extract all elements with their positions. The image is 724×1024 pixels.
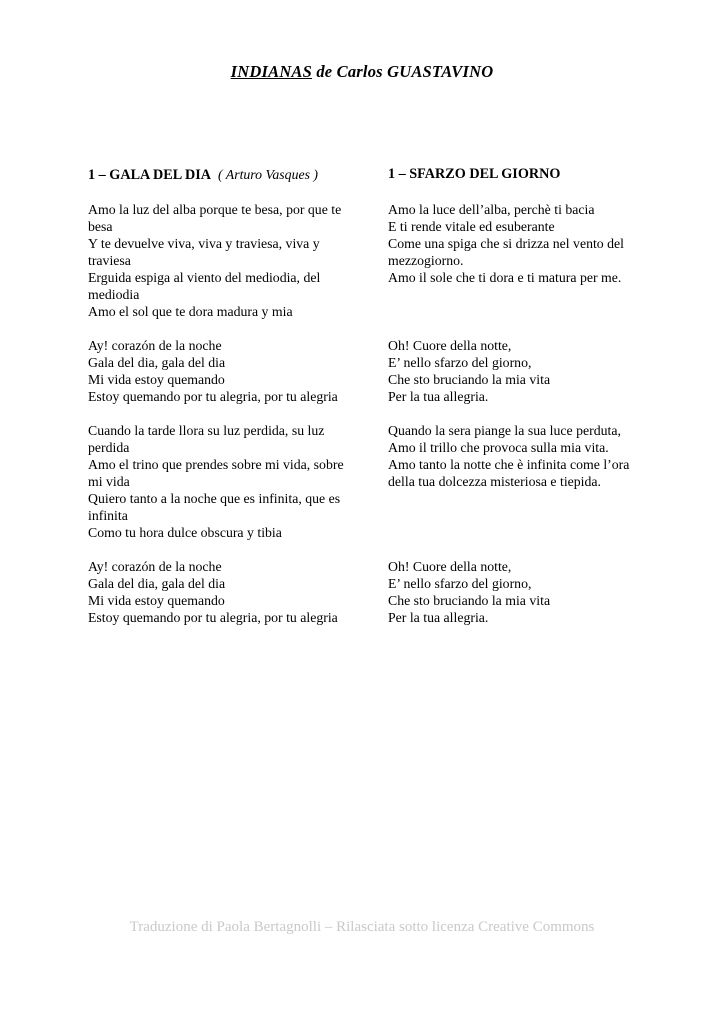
stanza	[388, 422, 668, 490]
poem-line: Ay! corazón de la noche	[88, 559, 222, 574]
poem-line: Oh! Cuore della notte,	[388, 559, 512, 574]
poem-line: E’ nello sfarzo del giorno,	[388, 355, 532, 370]
stanza	[88, 422, 388, 541]
stanza	[88, 201, 388, 320]
poem-line: besa	[88, 219, 113, 234]
footer-credit: Traduzione di Paola Bertagnolli – Rilasciata sotto licenza Creative Commons	[129, 919, 595, 935]
poem-line: infinita	[88, 508, 128, 523]
poem-line: Amo el sol que te dora madura y mia	[88, 304, 293, 319]
poem-line: E ti rende vitale ed esuberante	[388, 219, 555, 234]
song-title-original: 1 – GALA DEL DIA	[88, 167, 211, 183]
poem-line: Oh! Cuore della notte,	[388, 338, 512, 353]
poem-line: Per la tua allegria.	[388, 610, 489, 625]
stanza	[388, 201, 668, 286]
poem-line: Che sto bruciando la mia vita	[388, 372, 551, 387]
poem-line: Mi vida estoy quemando	[88, 593, 225, 608]
poem-line: Erguida espiga al viento del mediodia, del	[88, 270, 321, 285]
song-title-translation: 1 – SFARZO DEL GIORNO	[388, 166, 561, 182]
poem-line: Per la tua allegria.	[388, 389, 489, 404]
poem-line: mi vida	[88, 474, 130, 489]
poem-line: Quando la sera piange la sua luce perduta,	[388, 423, 621, 438]
poem-line: Amo la luce dell’alba, perchè ti bacia	[388, 202, 595, 217]
left-column-heading	[88, 166, 388, 184]
poem-line: Che sto bruciando la mia vita	[388, 593, 551, 608]
stanza	[88, 337, 388, 405]
poem-line: Quiero tanto a la noche que es infinita, que es	[88, 491, 341, 506]
right-column-heading	[388, 166, 668, 183]
poem-line: Gala del dia, gala del dia	[88, 576, 226, 591]
poem-line: Estoy quemando por tu alegria, por tu alegria	[88, 610, 338, 625]
poem-line: traviesa	[88, 253, 131, 268]
poem-line: perdida	[88, 440, 130, 455]
poem-line: Como tu hora dulce obscura y tibia	[88, 525, 282, 540]
title-main: INDIANAS	[230, 62, 313, 81]
author-note: ( Arturo Vasques )	[217, 167, 319, 182]
poem-line: Amo il sole che ti dora e ti matura per me.	[388, 270, 622, 285]
stanza	[388, 558, 668, 626]
stanza	[88, 558, 388, 626]
poem-line: Ay! corazón de la noche	[88, 338, 222, 353]
poem-line: Mi vida estoy quemando	[88, 372, 225, 387]
poem-line: Cuando la tarde llora su luz perdida, su luz	[88, 423, 325, 438]
stanza	[388, 337, 668, 405]
poem-line: mediodia	[88, 287, 140, 302]
title-rest: de Carlos GUASTAVINO	[312, 62, 494, 81]
poem-line: Y te devuelve viva, viva y traviesa, viva y	[88, 236, 320, 251]
poem-line: Amo tanto la notte che è infinita come l’ora	[388, 457, 630, 472]
poem-line: Estoy quemando por tu alegria, por tu alegria	[88, 389, 338, 404]
poem-line: della tua dolcezza misteriosa e tiepida.	[388, 474, 601, 489]
poem-line: Amo el trino que prendes sobre mi vida, sobre	[88, 457, 344, 472]
poem-line: Gala del dia, gala del dia	[88, 355, 226, 370]
poem-line: Come una spiga che si drizza nel vento del	[388, 236, 625, 251]
poem-line: E’ nello sfarzo del giorno,	[388, 576, 532, 591]
document-title	[0, 62, 724, 82]
poem-line: mezzogiorno.	[388, 253, 464, 268]
poem-line: Amo la luz del alba porque te besa, por que te	[88, 202, 342, 217]
poem-line: Amo il trillo che provoca sulla mia vita.	[388, 440, 609, 455]
lyrics-grid	[88, 166, 668, 626]
